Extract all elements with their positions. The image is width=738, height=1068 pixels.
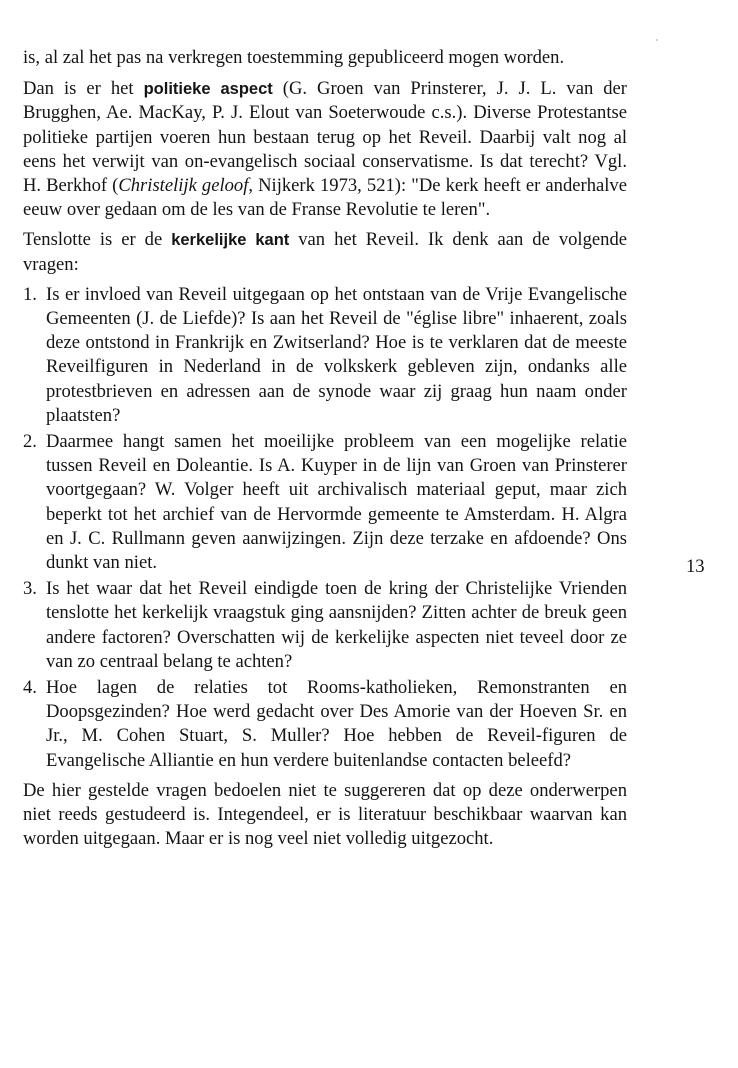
page-body bbox=[23, 46, 627, 858]
list-item-text: Is het waar dat het Reveil eindigde toen de kring der Christelijke Vrienden tenslotte het kerkelijk vraagstuk ging aansnijden? Zitten achter de breuk geen andere factoren? Overschatten wij de kerkelijke aspecten niet teveel door ze van zo centraal belang te achten? bbox=[46, 578, 627, 672]
text-run: Dan is er het bbox=[23, 78, 144, 100]
paragraph-continuation: is, al zal het pas na verkregen toestemming gepubliceerd mogen worden. bbox=[23, 47, 565, 68]
paragraph-conclusion: De hier gestelde vragen bedoelen niet te suggereren dat op deze onderwerpen niet reeds gestudeerd is. Integendeel, er is literatuur beschikbaar waarvan kan worden uitgegaan. Maar er is nog veel niet volledig uitgezocht. bbox=[23, 779, 627, 850]
list-item-number: 2. bbox=[23, 431, 37, 453]
list-item-number: 1. bbox=[23, 283, 37, 305]
text-run: , Nijkerk 1973, 521): "De kerk heeft er anderhalve eeuw over gedaan om de les van de Franse Revolutie te leren". bbox=[23, 175, 627, 221]
list-item-number: 3. bbox=[23, 578, 37, 600]
text-run: (G. Groen van Prinsterer, J. J. L. van der Brugghen, Ae. MacKay, P. J. Elout van Soeterwoude c.s.). Diverse Protestantse politieke partijen voeren hun bestaan terug op het Reveil. Daarbij valt nog al eens het verwijt van on-evangelisch sociaal conservatisme. Is dat terecht? Vgl. H. Berkhof ( bbox=[23, 78, 627, 197]
paragraph-church-side bbox=[23, 228, 627, 276]
list-item bbox=[23, 430, 627, 575]
page-number: 13 bbox=[686, 556, 705, 577]
list-item-number: 4. bbox=[23, 677, 37, 699]
list-item bbox=[23, 283, 627, 428]
text-run: van het Reveil. Ik denk aan de volgende vragen: bbox=[23, 229, 627, 275]
list-item-text: Daarmee hangt samen het moeilijke probleem van een mogelijke relatie tussen Reveil en Doleantie. Is A. Kuyper in de lijn van Groen van Prinsterer voortgegaan? W. Volger heeft uit archivalisch materiaal geput, maar zich beperkt tot het archief van de Hervormde gemeente te Amsterdam. H. Algra en J. C. Rullmann geven aanwijzingen. Zijn deze terzake en afdoende? Ons dunkt van niet. bbox=[46, 431, 627, 574]
text-run: Tenslotte is er de bbox=[23, 229, 172, 251]
list-item bbox=[23, 676, 627, 773]
list-item-text: Hoe lagen de relaties tot Rooms-katholieken, Remonstranten en Doopsgezinden? Hoe werd gedacht over Des Amorie van der Hoeven Sr. en Jr., M. Cohen Stuart, S. Muller? Hoe hebben de Reveil-figuren de Evangelische Alliantie en hun verdere buitenlandse contacten beleefd? bbox=[46, 677, 627, 771]
list-item bbox=[23, 577, 627, 674]
bold-term-church-side: kerkelijke kant bbox=[171, 231, 290, 250]
question-list bbox=[23, 283, 627, 773]
book-title-italic: Christelijk geloof bbox=[118, 175, 249, 197]
list-item-text: Is er invloed van Reveil uitgegaan op het ontstaan van de Vrije Evangelische Gemeenten (J. de Liefde)? Is aan het Reveil de "église libre" inhaerent, zoals deze ontstond in Frankrijk en Zwitserland? Hoe is te verklaren dat de meeste Reveilfiguren in Nederland in de volkskerk gebleven zijn, ondanks alle protestbrieven en adressen aan de synode waar zij graag hun naam onder plaatsten? bbox=[46, 283, 627, 426]
paragraph-political-aspect bbox=[23, 77, 627, 222]
bold-term-political-aspect: politieke aspect bbox=[143, 80, 273, 99]
scan-speck bbox=[656, 39, 658, 41]
